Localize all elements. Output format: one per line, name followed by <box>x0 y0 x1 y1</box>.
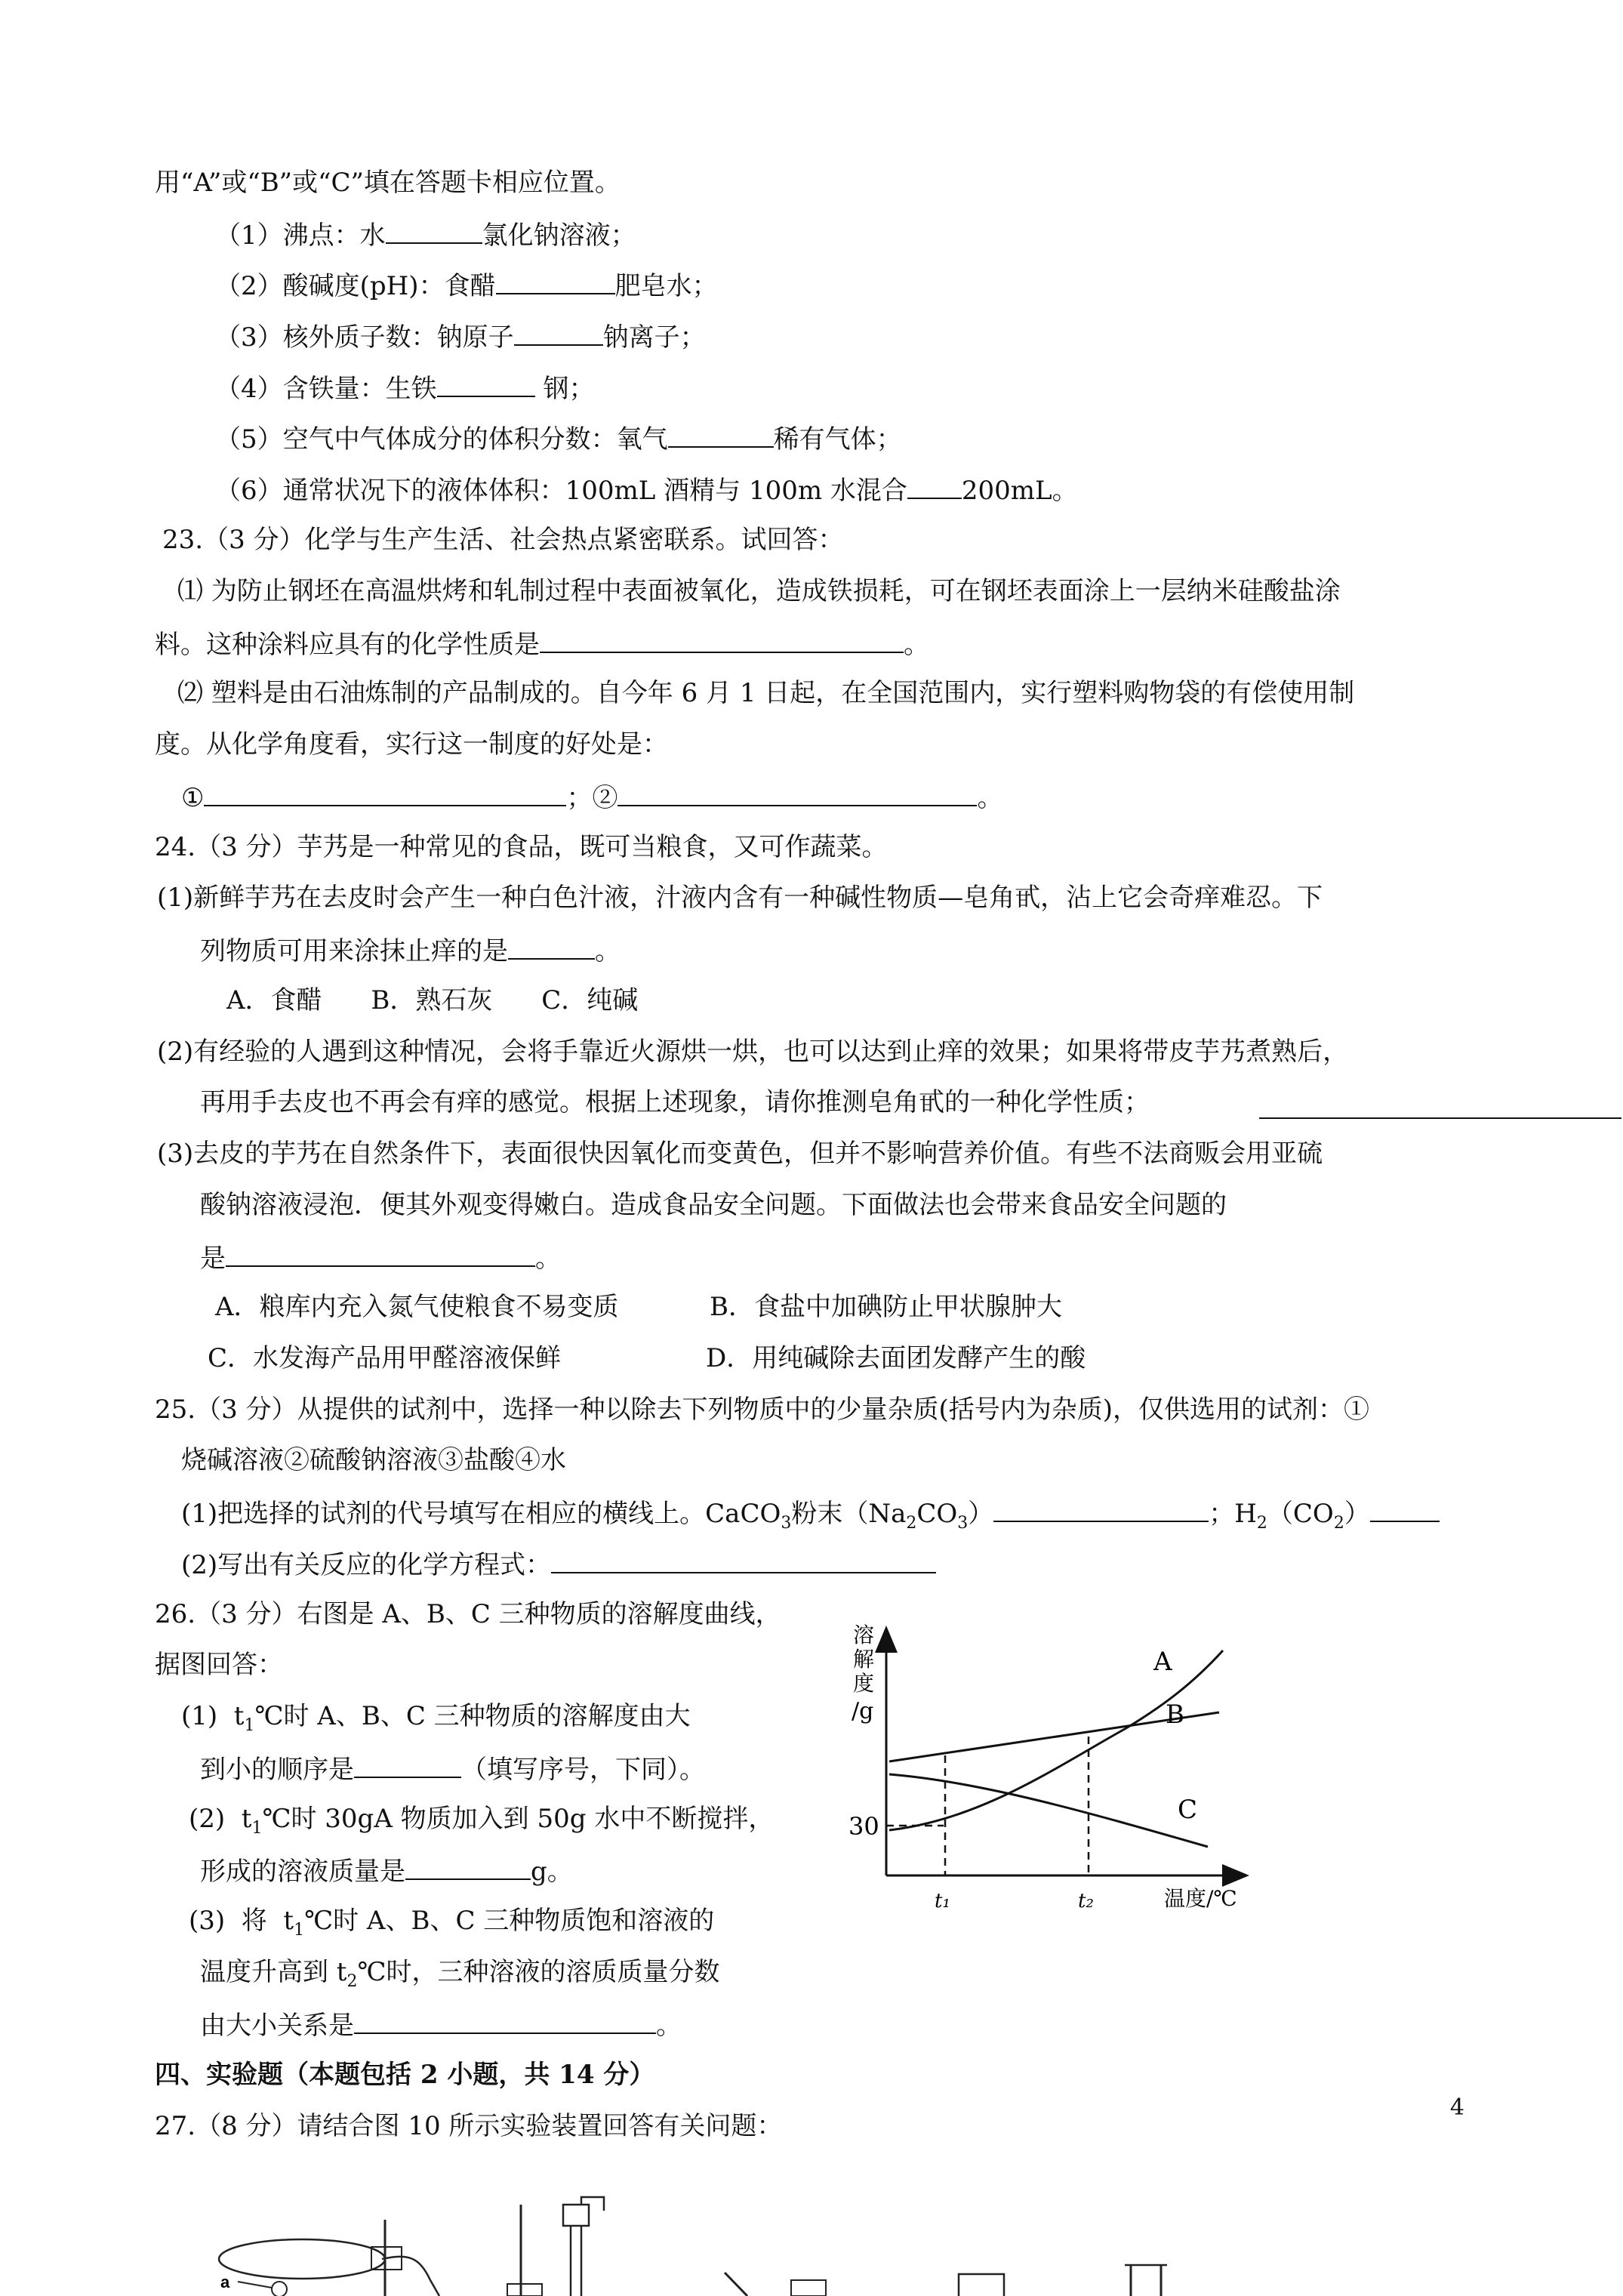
subscript: 2 <box>906 1513 917 1533</box>
answer-blank[interactable] <box>551 1546 936 1573</box>
q24-p3a: (3)去皮的芋艿在自然条件下，表面很快因氧化而变黄色，但并不影响营养价值。有些不法商贩会用亚硫 <box>157 1139 1323 1169</box>
q23-p1-end: 。 <box>904 630 929 660</box>
q22-5-pre: （5）空气中气体成分的体积分数：氧气 <box>215 424 668 455</box>
answer-blank[interactable] <box>1259 1092 1621 1119</box>
q24-p3-end: 。 <box>535 1244 561 1274</box>
q26-p2c: 形成的溶液质量是 <box>200 1857 405 1887</box>
subscript: 2 <box>1256 1513 1267 1533</box>
q26-p3 <box>189 1904 714 1947</box>
q22-5-post: 稀有气体； <box>773 424 902 455</box>
q26-p1c: 到小的顺序是 <box>200 1755 354 1785</box>
glass-rod <box>725 2273 747 2296</box>
ylabel-char: 溶 <box>853 1623 875 1647</box>
q22-4-pre: （4）含铁量：生铁 <box>215 374 437 404</box>
q24-p1b-text: 列物质可用来涂抹止痒的是 <box>200 936 508 966</box>
q23-heading: 23.（3 分）化学与生产生活、社会热点紧密联系。试回答： <box>162 525 844 555</box>
answer-blank[interactable] <box>437 370 535 397</box>
answer-blank[interactable] <box>514 319 603 346</box>
q23-p1b <box>155 626 929 661</box>
q22-1-pre: （1）沸点：水 <box>215 220 386 251</box>
q24-p3c <box>200 1240 561 1275</box>
q25-p1 <box>181 1495 1440 1540</box>
bottle-top <box>791 2280 826 2296</box>
stopper <box>563 2205 589 2226</box>
q24-option-d: D．用纯碱除去面团发酵产生的酸 <box>706 1343 1086 1373</box>
q23-p2b: 度。从化学角度看，实行这一制度的好处是： <box>155 729 668 760</box>
q25-p2-text: (2)写出有关反应的化学方程式： <box>181 1550 552 1580</box>
q24-options-1: A．食醋 B．熟石灰 C．纯碱 <box>226 985 639 1015</box>
solubility-chart <box>830 1616 1253 1918</box>
q26-p3e: 由大小关系是 <box>200 2011 354 2041</box>
q23-p1b-text: 料。这种涂料应具有的化学性质是 <box>155 630 540 660</box>
q25-p2 <box>181 1546 936 1582</box>
q24-p2a: (2)有经验的人遇到这种情况，会将手靠近火源烘一烘，也可以达到止痒的效果；如果将带皮芋艿煮熟后， <box>157 1037 1349 1067</box>
curve-a <box>889 1650 1223 1830</box>
q22-6-post: 200mL。 <box>961 476 1078 506</box>
q25-heading: 25.（3 分）从提供的试剂中，选择一种以除去下列物质中的少量杂质(括号内为杂质)，仅供选用的试剂：① <box>155 1395 1370 1425</box>
series-label-a: A <box>1153 1647 1172 1677</box>
page-number: 4 <box>1449 2094 1464 2121</box>
q22-item-5 <box>215 421 902 456</box>
q25-p1b: 粉末（Na <box>791 1499 907 1529</box>
curve-c <box>889 1774 1208 1847</box>
q26-p3-cont <box>200 1955 720 1999</box>
q25-heading-2: 烧碱溶液②硫酸钠溶液③盐酸④水 <box>181 1445 566 1475</box>
q22-item-6 <box>215 472 1078 507</box>
answer-blank[interactable] <box>540 626 904 653</box>
bent-tube <box>959 2274 1004 2296</box>
q25-p1g: ） <box>1344 1499 1370 1529</box>
intro-line: 用“A”或“B”或“C”填在答题卡相应位置。 <box>155 168 621 198</box>
q22-2-post: 肥皂水； <box>614 271 718 301</box>
subscript: 2 <box>1333 1513 1344 1533</box>
q22-item-1 <box>215 217 636 252</box>
q26-p3c: 温度升高到 t <box>200 1957 347 1987</box>
q26-p2-cont <box>200 1853 573 1888</box>
q26-p2a: (2) t <box>189 1804 252 1834</box>
xtick-label: t₂ <box>1078 1890 1094 1912</box>
q22-4-post: 钢； <box>534 374 595 404</box>
q24-option-b: B．食盐中加碘防止甲状腺肿大 <box>710 1292 1062 1322</box>
q22-1-post: 氯化钠溶液； <box>482 220 636 251</box>
answer-blank[interactable] <box>405 1853 531 1880</box>
q26-p1d: （填写序号，下同）。 <box>461 1755 705 1785</box>
q23-p2a: ⑵ 塑料是由石油炼制的产品制成的。自今年 6 月 1 日起，在全国范围内，实行塑料购物袋的有偿使用制 <box>177 678 1355 708</box>
xtick-label: t₁ <box>935 1890 950 1912</box>
subscript: 3 <box>781 1513 792 1533</box>
q24-p1b <box>200 932 621 968</box>
q24-p3c-text: 是 <box>200 1244 226 1274</box>
q25-p1c: CO <box>916 1499 958 1529</box>
q26-p2b: ℃时 30gA 物质加入到 50g 水中不断搅拌， <box>262 1804 775 1834</box>
q24-heading: 24.（3 分）芋艿是一种常见的食品，既可当粮食，又可作蔬菜。 <box>155 832 888 862</box>
q22-2-pre: （2）酸碱度(pH)：食醋 <box>215 271 496 301</box>
subscript: 1 <box>244 1715 255 1735</box>
q24-option-c: C．水发海产品用甲醛溶液保鲜 <box>208 1343 562 1373</box>
answer-blank[interactable] <box>993 1495 1209 1522</box>
q22-6-pre: （6）通常状况下的液体体积：100mL 酒精与 100m 水混合 <box>215 476 907 506</box>
ytick-label: 30 <box>848 1812 879 1841</box>
q23-answers <box>181 779 1002 815</box>
xlabel: 温度/℃ <box>1164 1886 1237 1911</box>
q26-p1-cont <box>200 1751 705 1786</box>
answer-blank[interactable] <box>617 779 977 806</box>
ylabel-char: /g <box>852 1698 874 1724</box>
q24-p1-end: 。 <box>595 936 621 966</box>
series-label-b: B <box>1166 1700 1184 1730</box>
answer-blank[interactable] <box>907 472 962 499</box>
q24-p2b-text: 再用手去皮也不再会有痒的感觉。根据上述现象，请你推测皂角甙的一种化学性质； <box>200 1087 1150 1117</box>
q27-heading: 27.（8 分）请结合图 10 所示实验装置回答有关问题： <box>155 2111 783 2141</box>
q24-p1a: (1)新鲜芋艿在去皮时会产生一种白色汁液，汁液内含有一种碱性物质—皂角甙，沾上它会奇痒难忍。下 <box>157 883 1323 913</box>
q23-sep: ；② <box>566 783 618 813</box>
answer-blank[interactable] <box>496 267 615 294</box>
series-label-c: C <box>1178 1795 1198 1825</box>
q26-p3f: 。 <box>656 2011 682 2041</box>
q26-heading-2: 据图回答： <box>155 1650 283 1680</box>
ylabel-char: 解 <box>853 1647 875 1672</box>
apparatus-label: a <box>220 2273 230 2291</box>
q25-p1-text: (1)把选择的试剂的代号填写在相应的横线上。CaCO <box>181 1499 781 1529</box>
subscript: 1 <box>251 1818 263 1838</box>
answer-blank[interactable] <box>508 932 595 960</box>
q24-p3b: 酸钠溶液浸泡．便其外观变得嫩白。造成食品安全问题。下面做法也会带来食品安全问题的 <box>200 1190 1227 1220</box>
q23-p1a: ⑴ 为防止钢坯在高温烘烤和轧制过程中表面被氧化，造成铁损耗，可在钢坯表面涂上一层纳米硅酸盐涂 <box>177 576 1341 606</box>
q22-item-2 <box>215 267 718 303</box>
q22-3-post: 钠离子； <box>602 322 706 353</box>
subscript: 2 <box>346 1971 358 1991</box>
q26-p3a: (3) 将 t <box>189 1906 294 1936</box>
q25-p1e: ；H <box>1209 1499 1257 1529</box>
q26-heading: 26.（3 分）右图是 A、B、C 三种物质的溶解度曲线， <box>155 1599 781 1629</box>
gas-bottle <box>1131 2265 1161 2296</box>
q26-p1b: ℃时 A、B、C 三种物质的溶解度由大 <box>254 1701 691 1731</box>
q26-p3b: ℃时 A、B、C 三种物质饱和溶液的 <box>304 1906 715 1936</box>
subscript: 3 <box>957 1513 969 1533</box>
answer-blank[interactable] <box>354 1751 461 1778</box>
answer-blank[interactable] <box>668 421 774 448</box>
answer-blank[interactable] <box>354 2007 656 2034</box>
q24-option-a: A．粮库内充入氮气使粮食不易变质 <box>215 1292 619 1322</box>
q25-p1d: ） <box>968 1499 994 1529</box>
subscript: 1 <box>294 1920 305 1940</box>
q26-p1a: (1) t <box>181 1701 245 1731</box>
q26-p2 <box>189 1802 774 1845</box>
apparatus-figure <box>204 2174 1336 2296</box>
answer-blank[interactable] <box>204 779 566 806</box>
section-heading: 四、实验题（本题包括 2 小题，共 14 分） <box>155 2060 655 2090</box>
q22-3-pre: （3）核外质子数：钠原子 <box>215 322 514 353</box>
answer-blank[interactable] <box>226 1240 535 1267</box>
q26-p3d: ℃时，三种溶液的溶质质量分数 <box>357 1957 720 1987</box>
q26-p3-cont-2 <box>200 2007 682 2042</box>
q22-item-3 <box>215 319 706 354</box>
q24-p2b <box>200 1086 1150 1119</box>
answer-blank[interactable] <box>1370 1495 1440 1522</box>
answer-blank[interactable] <box>386 217 482 244</box>
q26-p2d: g。 <box>531 1857 573 1887</box>
q25-p1f: （CO <box>1267 1499 1334 1529</box>
q26-p1 <box>181 1700 691 1743</box>
q22-item-4 <box>215 370 594 405</box>
q23-end: 。 <box>977 783 1003 813</box>
test-tube <box>219 2239 385 2279</box>
ylabel-char: 度 <box>853 1671 875 1696</box>
q23-circle-1: ① <box>181 783 205 813</box>
